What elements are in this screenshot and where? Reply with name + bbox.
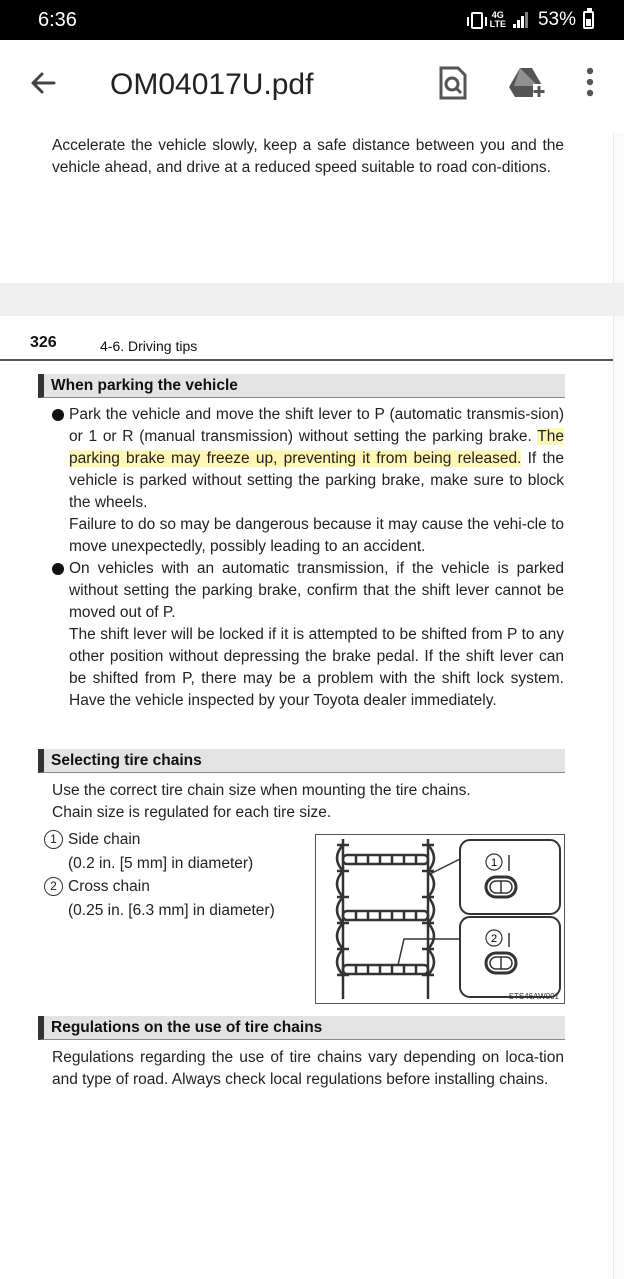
more-options-icon[interactable] <box>585 66 595 98</box>
tire-chains-intro: Use the correct tire chain size when mounting the tire chains. Chain size is regulated for each tire size. <box>52 782 471 821</box>
list-item: 2 Cross chain <box>44 875 304 899</box>
parking-bullets <box>52 404 564 712</box>
chain-item-list: 1 Side chain (0.2 in. [5 mm] in diameter) 2 Cross chain (0.25 in. [6.3 mm] in diameter) <box>44 828 304 922</box>
bullet-icon <box>52 563 64 575</box>
header-rule <box>0 359 614 361</box>
bullet-item: Park the vehicle and move the shift lever to P (automatic transmis-sion) or 1 or R (manual transmission) without setting the parking brake. The parking brake may freeze up, preventing it from being released. If the vehicle is parked without setting the parking brake, make sure to block the wheels. Failure to do so may be dangerous because it may cause the vehi-cle to move unexpectedly, possibly leading to an accident. <box>52 404 564 558</box>
status-bar <box>0 0 624 40</box>
battery-percent: 53% <box>537 9 576 30</box>
tire-chain-illustration <box>315 834 565 1004</box>
section-heading-regulations: Regulations on the use of tire chains <box>38 1016 565 1040</box>
app-bar <box>0 40 624 133</box>
figure-callout-1: 1 <box>490 857 498 869</box>
network-type-icon: 4G LTE <box>489 10 506 29</box>
battery-icon <box>583 11 594 29</box>
document-title: OM04017U.pdf <box>110 68 314 101</box>
signal-icon <box>513 12 531 28</box>
section-heading-tire-chains: Selecting tire chains <box>38 749 565 773</box>
pdf-page-previous <box>0 133 614 283</box>
status-time: 6:36 <box>38 9 77 31</box>
bullet-item: On vehicles with an automatic transmission, if the vehicle is parked without setting the parking brake, confirm that the shift lever cannot be moved out of P. The shift lever will be locked if it is attempted to be shifted from P to any other position without depressing the brake pedal. If the shift lever can be shifted from P, there may be a problem with the shift lock system. Have the vehicle inspected by your Toyota dealer immediately. <box>52 558 564 712</box>
number-badge: 2 <box>44 877 63 896</box>
page-number: 326 <box>30 334 57 351</box>
previous-page-text: Accelerate the vehicle slowly, keep a safe distance between you and the vehicle ahead, and drive at a reduced speed suitable to road con-ditions. <box>52 137 564 176</box>
drive-add-icon[interactable] <box>508 66 546 100</box>
find-in-document-icon[interactable] <box>438 66 468 100</box>
regulations-text: Regulations regarding the use of tire chains vary depending on loca-tion and type of road. Always check local regulations before installing chains. <box>52 1049 564 1088</box>
figure-callout-2: 2 <box>490 933 498 945</box>
highlighted-text: The parking brake may freeze up, preventing it from being released. <box>69 428 564 467</box>
bullet-icon <box>52 409 64 421</box>
figure-code: STS46AW001 <box>508 992 559 1001</box>
pdf-page <box>0 316 614 1279</box>
back-arrow-icon[interactable] <box>28 68 58 98</box>
number-badge: 1 <box>44 830 63 849</box>
list-item: 1 Side chain <box>44 828 304 852</box>
chain-diagram-icon <box>316 835 564 1003</box>
page-section-title: 4-6. Driving tips <box>100 338 198 354</box>
section-heading-parking: When parking the vehicle <box>38 374 565 398</box>
scroll-track[interactable] <box>613 316 624 1279</box>
scroll-track[interactable] <box>613 133 624 283</box>
vibrate-icon <box>471 12 483 29</box>
